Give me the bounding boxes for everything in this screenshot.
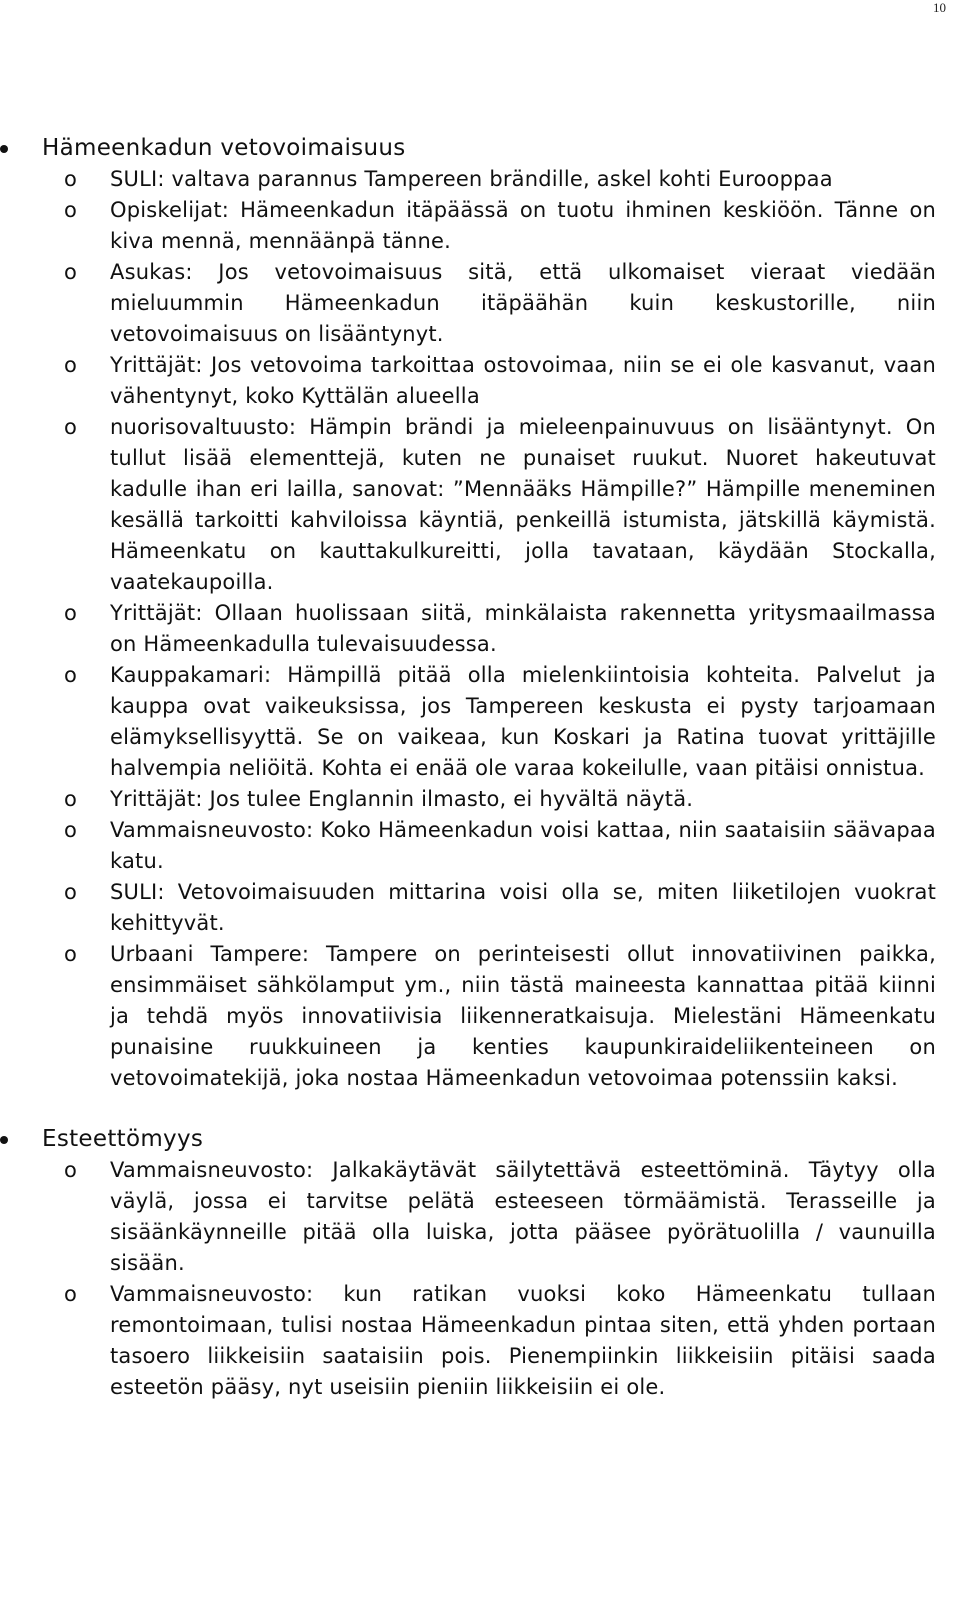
list-item-text: Vammaisneuvosto: kun ratikan vuoksi koko Hämeenkatu tullaan remontoimaan, tulisi nostaa Hämeenkadun pintaa siten, että yhden portaan tasoero liikkeisiin saataisiin pois. Pienempiinkin liikkeisiin pitäisi saada esteetön pääsy, nyt useisiin pieniin liikkeisiin ei ole. xyxy=(110,1282,936,1399)
list-item xyxy=(0,1155,960,1279)
list-item-text: SULI: valtava parannus Tampereen brändille, askel kohti Eurooppaa xyxy=(110,167,833,191)
list-item xyxy=(0,660,960,784)
list-item xyxy=(0,784,960,815)
list-item-text: SULI: Vetovoimaisuuden mittarina voisi olla se, miten liiketilojen vuokrat kehittyvät. xyxy=(110,880,936,935)
list-item-text: Urbaani Tampere: Tampere on perinteisesti ollut innovatiivinen paikka, ensimmäiset sähkölamput ym., niin tästä maineesta kannattaa pitää kiinni ja tehdä myös innovatiivisia liikenneratkaisuja. Mielestäni Hämeenkatu punaisine ruukkuineen ja kenties kaupunkiraideliikenteineen on vetovoimatekijä, joka nostaa Hämeenkadun vetovoimaa potenssiin kaksi. xyxy=(110,942,936,1090)
list-item xyxy=(0,195,960,257)
hollow-circle-bullet-icon: o xyxy=(64,1158,78,1182)
list-item-text: Opiskelijat: Hämeenkadun itäpäässä on tuotu ihminen keskiöön. Tänne on kiva mennä, mennäänpä tänne. xyxy=(110,198,936,253)
section-heading xyxy=(0,133,960,164)
page-number: 10 xyxy=(933,0,946,15)
filled-circle-bullet-icon xyxy=(0,1136,8,1144)
hollow-circle-bullet-icon: o xyxy=(64,880,78,904)
document-body xyxy=(0,133,960,1403)
hollow-circle-bullet-icon: o xyxy=(64,787,78,811)
list-item-text: Vammaisneuvosto: Koko Hämeenkadun voisi kattaa, niin saataisiin säävapaa katu. xyxy=(110,818,936,873)
hollow-circle-bullet-icon: o xyxy=(64,663,78,687)
hollow-circle-bullet-icon: o xyxy=(64,818,78,842)
list-item-text: Yrittäjät: Ollaan huolissaan siitä, minkälaista rakennetta yritysmaailmassa on Hämeenkadulla tulevaisuudessa. xyxy=(110,601,936,656)
hollow-circle-bullet-icon: o xyxy=(64,942,78,966)
hollow-circle-bullet-icon: o xyxy=(64,415,78,439)
list-item-text: nuorisovaltuusto: Hämpin brändi ja mieleenpainuvuus on lisääntynyt. On tullut lisää elementtejä, kuten ne punaiset ruukut. Nuoret hakeutuvat kadulle ihan eri lailla, sanovat: ”Mennääks Hämpille?” Hämpille meneminen kesällä tarkoitti kahviloissa käyntiä, penkeillä istumista, jätskillä käymistä. Hämeenkatu on kauttakulkureitti, jolla tavataan, käydään Stockalla, vaatekaupoilla. xyxy=(110,415,936,594)
section-esteettomyys xyxy=(0,1124,960,1403)
hollow-circle-bullet-icon: o xyxy=(64,601,78,625)
list-item xyxy=(0,257,960,350)
list-item xyxy=(0,815,960,877)
list-item xyxy=(0,164,960,195)
hollow-circle-bullet-icon: o xyxy=(64,198,78,222)
hollow-circle-bullet-icon: o xyxy=(64,1282,78,1306)
list-item xyxy=(0,598,960,660)
list-item-text: Vammaisneuvosto: Jalkakäytävät säilytettävä esteettöminä. Täytyy olla väylä, jossa ei tarvitse pelätä esteeseen törmäämistä. Terasseille ja sisäänkäynneille pitää olla luiska, jotta pääsee pyörätuolilla / vaunuilla sisään. xyxy=(110,1158,936,1275)
list-item-text: Yrittäjät: Jos vetovoima tarkoittaa ostovoimaa, niin se ei ole kasvanut, vaan vähentynyt, koko Kyttälän alueella xyxy=(110,353,936,408)
list-item-text: Asukas: Jos vetovoimaisuus sitä, että ulkomaiset vieraat viedään mieluummin Hämeenkadun itäpäähän kuin keskustorille, niin vetovoimaisuus on lisääntynyt. xyxy=(110,260,936,346)
section-heading xyxy=(0,1124,960,1155)
filled-circle-bullet-icon xyxy=(0,145,8,153)
section-vetovoimaisuus xyxy=(0,133,960,1094)
sub-list xyxy=(0,164,960,1094)
list-item xyxy=(0,939,960,1094)
section-title: Hämeenkadun vetovoimaisuus xyxy=(42,135,406,161)
list-item xyxy=(0,877,960,939)
hollow-circle-bullet-icon: o xyxy=(64,260,78,284)
section-title: Esteettömyys xyxy=(42,1126,204,1152)
sub-list xyxy=(0,1155,960,1403)
list-item xyxy=(0,350,960,412)
hollow-circle-bullet-icon: o xyxy=(64,353,78,377)
list-item-text: Yrittäjät: Jos tulee Englannin ilmasto, ei hyvältä näytä. xyxy=(110,787,694,811)
list-item xyxy=(0,1279,960,1403)
hollow-circle-bullet-icon: o xyxy=(64,167,78,191)
list-item xyxy=(0,412,960,598)
list-item-text: Kauppakamari: Hämpillä pitää olla mielenkiintoisia kohteita. Palvelut ja kauppa ovat vaikeuksissa, jos Tampereen keskusta ei pysty tarjoamaan elämyksellisyyttä. Se on vaikeaa, kun Koskari ja Ratina tuovat yrittäjille halvempia neliöitä. Kohta ei enää ole varaa kokeilulle, vaan pitäisi onnistua. xyxy=(110,663,936,780)
